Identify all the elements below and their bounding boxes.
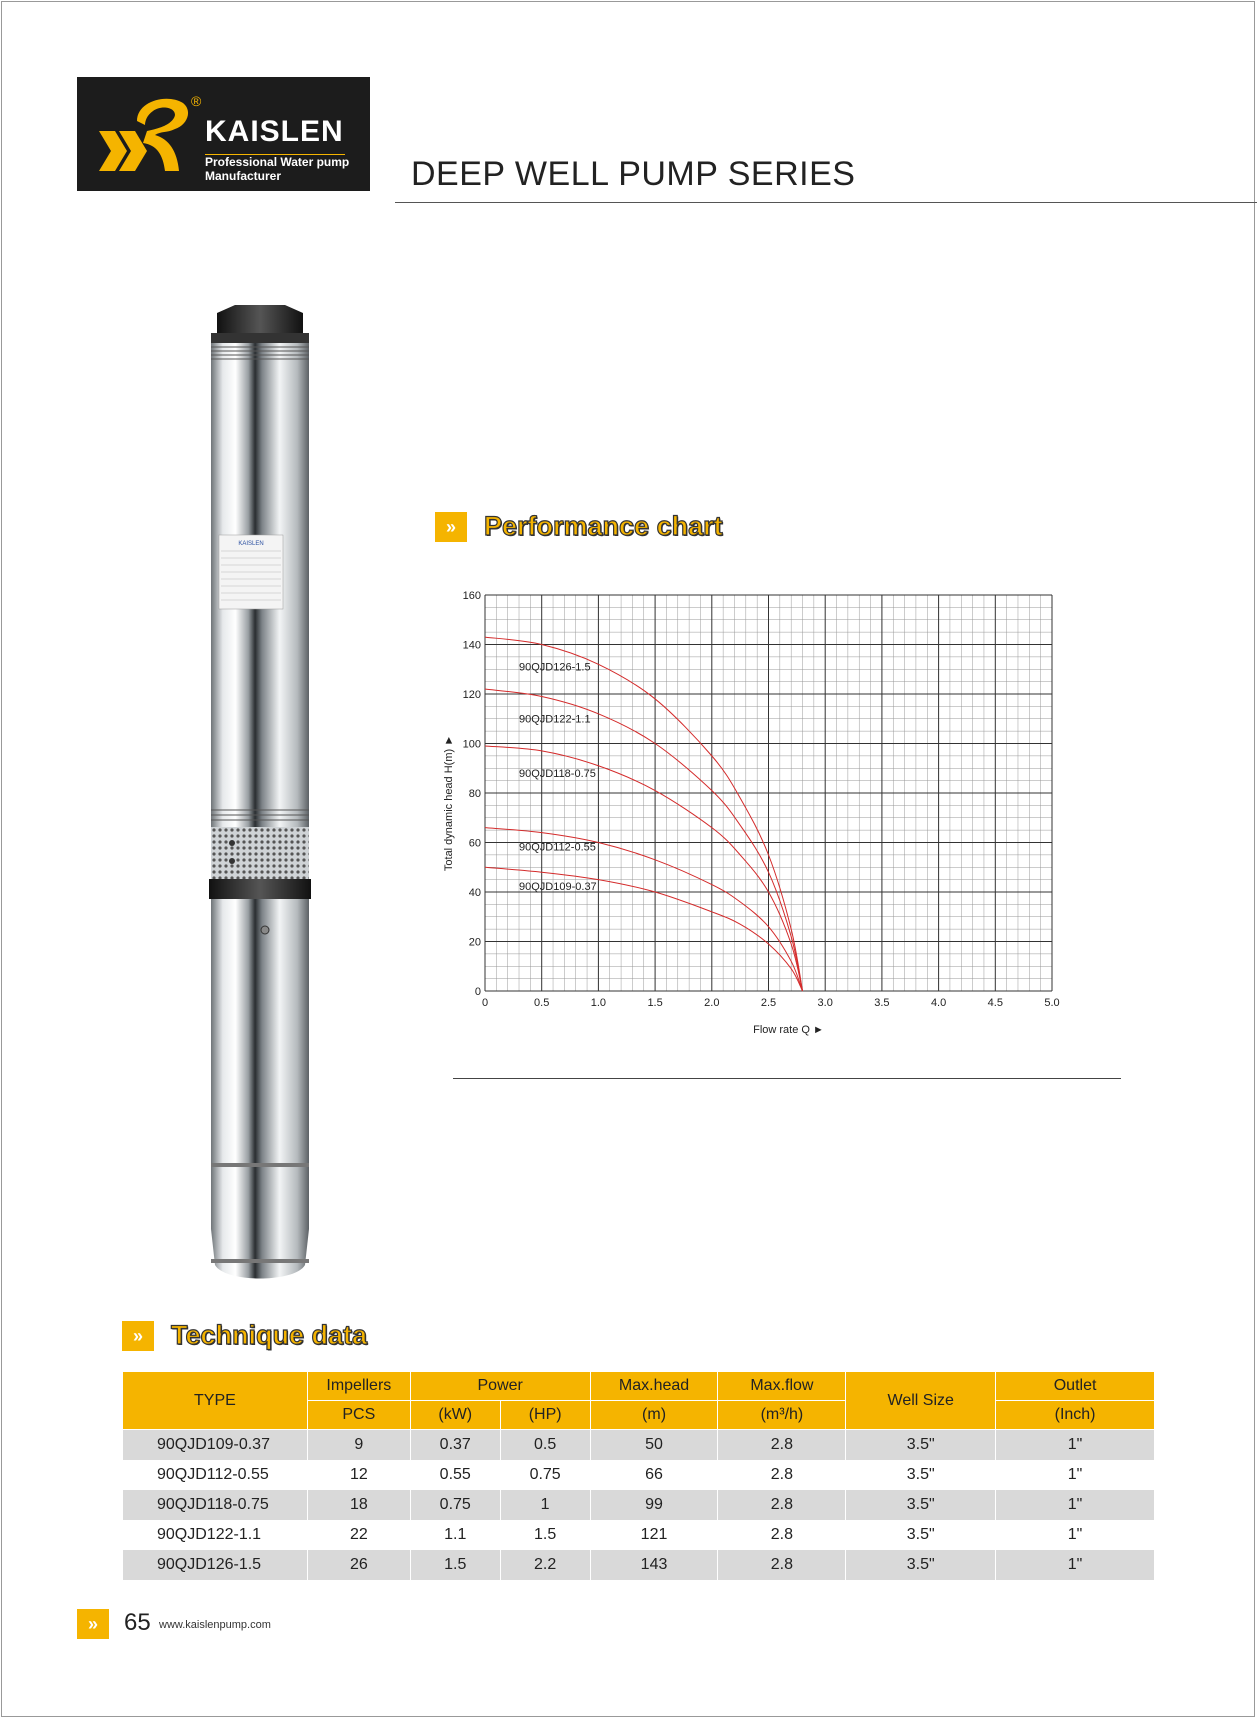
series-label: 90QJD118-0.75	[519, 767, 596, 780]
performance-section-title: Performance chart	[484, 511, 723, 541]
cell-head: 66	[590, 1460, 718, 1490]
cell-kw: 1.5	[410, 1550, 500, 1580]
col-header-max-flow: Max.flow	[718, 1372, 846, 1401]
cell-kw: 0.55	[410, 1460, 500, 1490]
table-row	[123, 1550, 1155, 1580]
cell-type: 90QJD126-1.5	[123, 1550, 308, 1580]
series-label: 90QJD126-1.5	[519, 661, 591, 674]
chart-bottom-divider	[453, 1078, 1121, 1079]
x-tick-label: 0	[481, 997, 489, 1009]
cell-hp: 1	[500, 1490, 590, 1520]
cell-type: 90QJD118-0.75	[123, 1490, 308, 1520]
x-tick-label: 0.5	[534, 997, 550, 1009]
y-axis-label: Total dynamic head H(m) ►	[443, 734, 455, 872]
cell-flow: 2.8	[718, 1550, 846, 1580]
x-tick-label: 1.0	[590, 997, 607, 1009]
col-header-outlet: Outlet	[996, 1372, 1155, 1401]
registered-mark: ®	[191, 93, 202, 109]
table-row	[123, 1490, 1155, 1520]
cell-head: 121	[590, 1520, 718, 1550]
col-unit-max-head: (m)	[590, 1401, 718, 1430]
header-divider	[395, 202, 1257, 203]
col-header-impellers: Impellers	[307, 1372, 410, 1401]
x-tick-label: 3.0	[817, 997, 833, 1009]
cell-outlet: 1"	[996, 1430, 1155, 1461]
cell-outlet: 1"	[996, 1550, 1155, 1580]
cell-hp: 0.75	[500, 1460, 590, 1490]
performance-chart-svg	[435, 580, 1125, 1080]
col-unit-hp: (HP)	[500, 1401, 590, 1430]
cell-hp: 1.5	[500, 1520, 590, 1550]
x-tick-label: 1.5	[647, 997, 663, 1009]
cell-outlet: 1"	[996, 1460, 1155, 1490]
x-tick-label: 3.5	[874, 997, 890, 1009]
cell-pcs: 18	[307, 1490, 410, 1520]
cell-well: 3.5"	[846, 1520, 996, 1550]
y-tick-label: 160	[462, 590, 481, 602]
series-label: 90QJD109-0.37	[519, 881, 597, 894]
x-tick-label: 2.0	[704, 997, 720, 1009]
cell-pcs: 12	[307, 1460, 410, 1490]
page-number: 65	[124, 1609, 151, 1636]
cell-kw: 1.1	[410, 1520, 500, 1550]
cell-hp: 2.2	[500, 1550, 590, 1580]
cell-kw: 0.75	[410, 1490, 500, 1520]
cell-well: 3.5"	[846, 1430, 996, 1461]
y-tick-label: 60	[468, 837, 481, 850]
cell-type: 90QJD112-0.55	[123, 1460, 308, 1490]
performance-section-badge: »	[435, 512, 467, 542]
y-tick-label: 0	[474, 986, 481, 998]
col-header-well-size: Well Size	[846, 1372, 996, 1430]
x-tick-label: 4.5	[987, 997, 1003, 1009]
x-tick-label: 2.5	[760, 997, 777, 1009]
x-tick-label: 5.0	[1044, 997, 1060, 1009]
table-row	[123, 1430, 1155, 1461]
col-unit-pcs: PCS	[307, 1401, 410, 1430]
cell-pcs: 9	[307, 1430, 410, 1461]
col-header-type: TYPE	[123, 1372, 308, 1430]
col-header-power: Power	[410, 1372, 590, 1401]
table-row	[123, 1460, 1155, 1490]
y-tick-label: 120	[462, 689, 481, 701]
pump-illustration	[205, 305, 315, 1287]
series-label: 90QJD122-1.1	[519, 713, 591, 726]
technique-section-badge: »	[122, 1321, 154, 1351]
cell-hp: 0.5	[500, 1430, 590, 1461]
series-title: DEEP WELL PUMP SERIES	[411, 155, 856, 193]
kaislen-emblem-icon	[97, 91, 197, 177]
y-tick-label: 40	[468, 887, 481, 899]
cell-flow: 2.8	[718, 1490, 846, 1520]
cell-head: 50	[590, 1430, 718, 1461]
y-tick-label: 100	[462, 738, 481, 751]
x-axis-label: Flow rate Q ►	[753, 1024, 824, 1036]
cell-pcs: 26	[307, 1550, 410, 1580]
cell-flow: 2.8	[718, 1520, 846, 1550]
cell-outlet: 1"	[996, 1490, 1155, 1520]
y-tick-label: 140	[462, 639, 481, 652]
y-tick-label: 80	[468, 788, 481, 800]
col-unit-max-flow: (m³/h)	[718, 1401, 846, 1430]
col-unit-outlet: (Inch)	[996, 1401, 1155, 1430]
brand-name: KAISLEN	[205, 115, 344, 148]
brand-logo	[77, 77, 370, 191]
col-header-max-head: Max.head	[590, 1372, 718, 1401]
technique-data-table	[122, 1371, 1155, 1580]
series-label: 90QJD112-0.55	[519, 841, 596, 854]
brand-tagline-line1: Professional Water pump	[205, 155, 350, 169]
cell-outlet: 1"	[996, 1520, 1155, 1550]
cell-well: 3.5"	[846, 1550, 996, 1580]
cell-type: 90QJD122-1.1	[123, 1520, 308, 1550]
technique-section-title: Technique data	[171, 1320, 368, 1350]
cell-type: 90QJD109-0.37	[123, 1430, 308, 1461]
cell-well: 3.5"	[846, 1490, 996, 1520]
footer-badge: »	[77, 1609, 109, 1639]
cell-flow: 2.8	[718, 1460, 846, 1490]
cell-kw: 0.37	[410, 1430, 500, 1461]
x-tick-label: 4.0	[930, 997, 947, 1009]
brand-tagline-line2: Manufacturer	[205, 169, 282, 183]
cell-head: 99	[590, 1490, 718, 1520]
y-tick-label: 20	[468, 936, 481, 949]
cell-well: 3.5"	[846, 1460, 996, 1490]
pump-label-brand: KAISLEN	[238, 541, 264, 547]
col-unit-kw: (kW)	[410, 1401, 500, 1430]
table-row	[123, 1520, 1155, 1550]
cell-head: 143	[590, 1550, 718, 1580]
footer-website: www.kaislenpump.com	[159, 1619, 271, 1631]
cell-flow: 2.8	[718, 1430, 846, 1461]
performance-chart	[435, 580, 1125, 1080]
cell-pcs: 22	[307, 1520, 410, 1550]
